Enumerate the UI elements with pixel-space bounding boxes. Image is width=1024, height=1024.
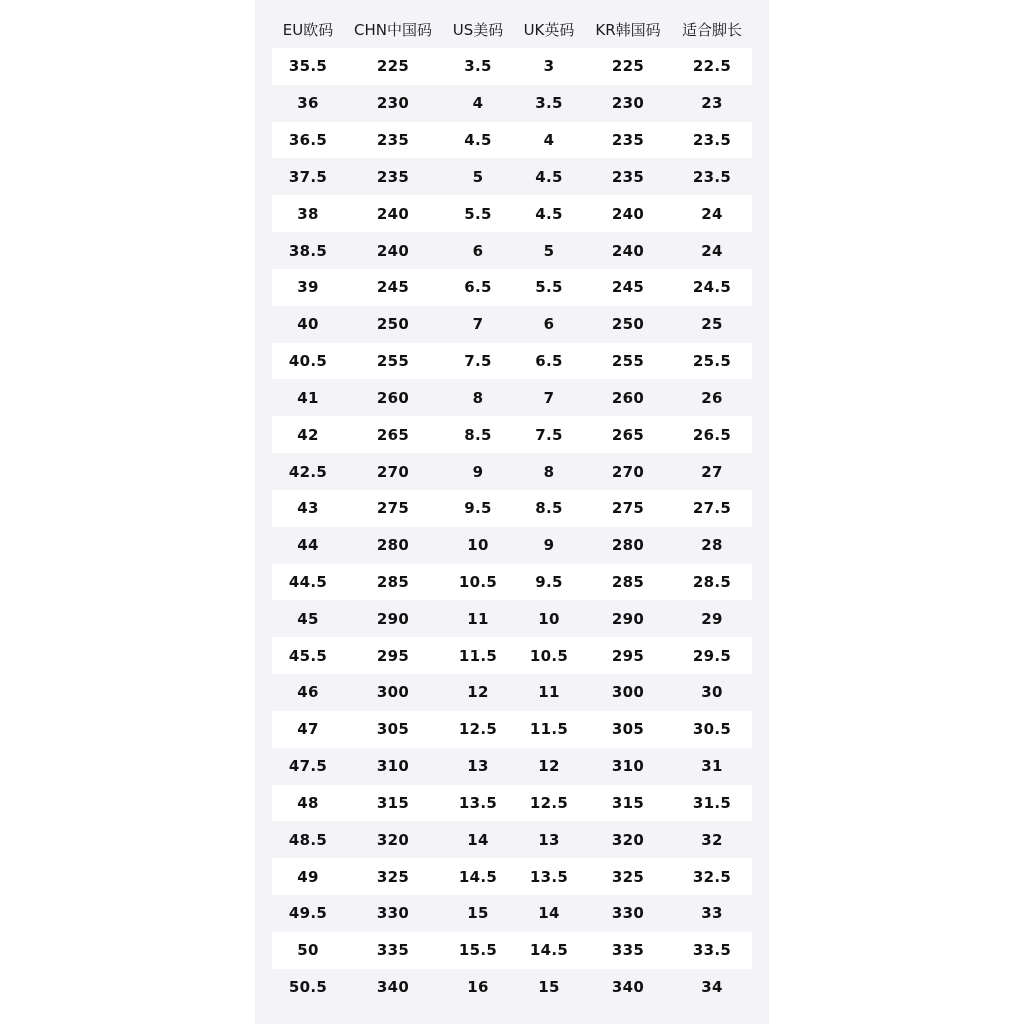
cell-kr: 275	[611, 499, 645, 518]
size-chart-panel	[255, 0, 769, 1024]
cell-eu: 38.5	[288, 241, 328, 260]
cell-uk: 4	[543, 131, 555, 150]
cell-eu: 47.5	[288, 757, 328, 776]
cell-foot-length: 24	[701, 241, 723, 260]
table-row	[272, 932, 752, 969]
cell-foot-length: 29	[701, 609, 723, 628]
size-chart-header	[272, 10, 752, 48]
cell-eu: 49.5	[288, 904, 328, 923]
table-row	[272, 785, 752, 822]
cell-kr: 240	[611, 241, 645, 260]
cell-kr: 260	[611, 388, 645, 407]
cell-foot-length: 34	[701, 978, 723, 997]
header-chn: CHN中国码	[354, 20, 432, 39]
cell-foot-length: 30	[701, 683, 723, 702]
cell-uk: 14	[538, 904, 560, 923]
cell-eu: 41	[297, 388, 319, 407]
table-row	[272, 195, 752, 232]
cell-chn: 275	[376, 499, 410, 518]
cell-kr: 290	[611, 609, 645, 628]
cell-uk: 13.5	[529, 867, 569, 886]
cell-us: 7.5	[464, 352, 492, 371]
cell-us: 9	[472, 462, 484, 481]
cell-eu: 47	[297, 720, 319, 739]
table-row	[272, 748, 752, 785]
cell-kr: 295	[611, 646, 645, 665]
cell-chn: 230	[376, 94, 410, 113]
cell-us: 10.5	[458, 573, 498, 591]
cell-us: 10	[467, 536, 489, 555]
table-row	[272, 416, 752, 453]
cell-chn: 265	[376, 425, 410, 444]
table-row	[272, 600, 752, 637]
cell-kr: 335	[611, 941, 645, 960]
cell-foot-length: 32.5	[692, 867, 732, 886]
cell-kr: 285	[611, 573, 645, 591]
cell-us: 12.5	[458, 720, 498, 739]
cell-uk: 10	[538, 609, 560, 628]
cell-uk: 5	[543, 241, 555, 260]
cell-uk: 7	[543, 388, 555, 407]
cell-foot-length: 25.5	[692, 352, 732, 371]
cell-uk: 11	[538, 683, 560, 702]
cell-foot-length: 23.5	[692, 167, 732, 186]
cell-eu: 36.5	[288, 131, 328, 150]
cell-us: 16	[467, 978, 489, 997]
cell-foot-length: 31.5	[692, 793, 732, 812]
cell-us: 11	[467, 609, 489, 628]
table-row	[272, 858, 752, 895]
cell-us: 4	[472, 94, 484, 113]
cell-uk: 3	[543, 57, 555, 76]
cell-us: 11.5	[458, 646, 498, 665]
cell-foot-length: 31	[701, 757, 723, 776]
cell-kr: 305	[611, 720, 645, 739]
table-row	[272, 821, 752, 858]
cell-eu: 48	[297, 793, 319, 812]
cell-us: 5.5	[464, 204, 492, 223]
cell-uk: 13	[538, 830, 560, 849]
cell-kr: 270	[611, 462, 645, 481]
cell-chn: 250	[376, 315, 410, 334]
cell-eu: 48.5	[288, 830, 328, 849]
cell-kr: 310	[611, 757, 645, 776]
cell-uk: 7.5	[535, 425, 563, 444]
cell-uk: 12.5	[529, 793, 569, 812]
cell-uk: 6.5	[535, 352, 563, 371]
table-row	[272, 527, 752, 564]
cell-uk: 8	[543, 462, 555, 481]
cell-eu: 50.5	[288, 978, 328, 997]
cell-eu: 38	[297, 204, 319, 223]
cell-eu: 43	[297, 499, 319, 518]
table-row	[272, 158, 752, 195]
cell-uk: 12	[538, 757, 560, 776]
cell-uk: 9.5	[535, 573, 563, 591]
table-row	[272, 122, 752, 159]
cell-chn: 240	[376, 241, 410, 260]
cell-eu: 44	[297, 536, 319, 555]
cell-kr: 240	[611, 204, 645, 223]
cell-uk: 3.5	[535, 94, 563, 113]
header-foot-length: 适合脚长	[681, 20, 742, 39]
cell-kr: 245	[611, 278, 645, 297]
cell-chn: 260	[376, 388, 410, 407]
cell-chn: 305	[376, 720, 410, 739]
cell-chn: 280	[376, 536, 410, 555]
cell-eu: 36	[297, 94, 319, 113]
table-row	[272, 379, 752, 416]
cell-kr: 225	[611, 57, 645, 76]
cell-kr: 320	[611, 830, 645, 849]
cell-chn: 320	[376, 830, 410, 849]
cell-foot-length: 23	[701, 94, 723, 113]
cell-uk: 10.5	[529, 646, 569, 665]
cell-chn: 245	[376, 278, 410, 297]
cell-chn: 225	[376, 57, 410, 76]
cell-eu: 42.5	[288, 462, 328, 481]
cell-foot-length: 24	[701, 204, 723, 223]
cell-uk: 4.5	[535, 167, 563, 186]
cell-us: 12	[467, 683, 489, 702]
cell-us: 14.5	[458, 867, 498, 886]
cell-eu: 49	[297, 867, 319, 886]
cell-kr: 300	[611, 683, 645, 702]
table-row	[272, 674, 752, 711]
cell-eu: 42	[297, 425, 319, 444]
cell-eu: 37.5	[288, 167, 328, 186]
cell-chn: 235	[376, 131, 410, 150]
size-chart-rows	[272, 48, 752, 1006]
cell-foot-length: 26	[701, 388, 723, 407]
cell-foot-length: 27	[701, 462, 723, 481]
table-row	[272, 269, 752, 306]
cell-eu: 40.5	[288, 352, 328, 371]
cell-us: 13	[467, 757, 489, 776]
table-row	[272, 490, 752, 527]
cell-chn: 330	[376, 904, 410, 923]
cell-foot-length: 22.5	[692, 57, 732, 76]
cell-chn: 315	[376, 793, 410, 812]
cell-foot-length: 32	[701, 830, 723, 849]
cell-kr: 265	[611, 425, 645, 444]
cell-uk: 11.5	[529, 720, 569, 739]
cell-kr: 235	[611, 131, 645, 150]
table-row	[272, 48, 752, 85]
cell-kr: 230	[611, 94, 645, 113]
cell-us: 15.5	[458, 941, 498, 960]
table-row	[272, 711, 752, 748]
cell-foot-length: 33.5	[692, 941, 732, 960]
cell-kr: 255	[611, 352, 645, 371]
table-row	[272, 306, 752, 343]
cell-chn: 310	[376, 757, 410, 776]
table-row	[272, 453, 752, 490]
cell-us: 6.5	[464, 278, 492, 297]
cell-eu: 46	[297, 683, 319, 702]
cell-foot-length: 30.5	[692, 720, 732, 739]
cell-uk: 14.5	[529, 941, 569, 960]
cell-chn: 240	[376, 204, 410, 223]
cell-uk: 5.5	[535, 278, 563, 297]
cell-chn: 255	[376, 352, 410, 371]
cell-us: 4.5	[464, 131, 492, 150]
cell-eu: 45	[297, 609, 319, 628]
cell-uk: 8.5	[535, 499, 563, 518]
cell-us: 3.5	[464, 57, 492, 76]
header-eu: EU欧码	[282, 20, 334, 39]
header-uk: UK英码	[523, 20, 575, 39]
cell-chn: 340	[376, 978, 410, 997]
cell-us: 6	[472, 241, 484, 260]
cell-eu: 39	[297, 278, 319, 297]
cell-foot-length: 33	[701, 904, 723, 923]
table-row	[272, 343, 752, 380]
cell-kr: 315	[611, 793, 645, 812]
cell-kr: 325	[611, 867, 645, 886]
table-row	[272, 85, 752, 122]
cell-uk: 15	[538, 978, 560, 997]
cell-uk: 4.5	[535, 204, 563, 223]
cell-foot-length: 26.5	[692, 425, 732, 444]
cell-foot-length: 29.5	[692, 646, 732, 665]
cell-eu: 40	[297, 315, 319, 334]
cell-foot-length: 23.5	[692, 131, 732, 150]
cell-foot-length: 24.5	[692, 278, 732, 297]
cell-chn: 285	[376, 573, 410, 591]
header-us: US美码	[452, 20, 504, 39]
table-row	[272, 564, 752, 601]
cell-chn: 235	[376, 167, 410, 186]
cell-kr: 235	[611, 167, 645, 186]
cell-us: 14	[467, 830, 489, 849]
cell-foot-length: 28	[701, 536, 723, 555]
header-kr: KR韩国码	[595, 20, 661, 39]
cell-us: 8.5	[464, 425, 492, 444]
cell-us: 13.5	[458, 793, 498, 812]
table-row	[272, 895, 752, 932]
cell-us: 9.5	[464, 499, 492, 518]
cell-us: 8	[472, 388, 484, 407]
cell-chn: 295	[376, 646, 410, 665]
cell-us: 7	[472, 315, 484, 334]
table-row	[272, 969, 752, 1006]
cell-chn: 335	[376, 941, 410, 960]
cell-eu: 45.5	[288, 646, 328, 665]
cell-foot-length: 28.5	[692, 573, 732, 591]
table-row	[272, 637, 752, 674]
cell-kr: 280	[611, 536, 645, 555]
cell-chn: 300	[376, 683, 410, 702]
cell-uk: 9	[543, 536, 555, 555]
cell-kr: 250	[611, 315, 645, 334]
cell-kr: 340	[611, 978, 645, 997]
cell-us: 15	[467, 904, 489, 923]
table-row	[272, 232, 752, 269]
cell-chn: 290	[376, 609, 410, 628]
cell-eu: 44.5	[288, 573, 328, 591]
cell-kr: 330	[611, 904, 645, 923]
cell-uk: 6	[543, 315, 555, 334]
cell-foot-length: 25	[701, 315, 723, 334]
cell-foot-length: 27.5	[692, 499, 732, 518]
cell-chn: 325	[376, 867, 410, 886]
cell-us: 5	[472, 167, 484, 186]
cell-eu: 50	[297, 941, 319, 960]
cell-chn: 270	[376, 462, 410, 481]
cell-eu: 35.5	[288, 57, 328, 76]
